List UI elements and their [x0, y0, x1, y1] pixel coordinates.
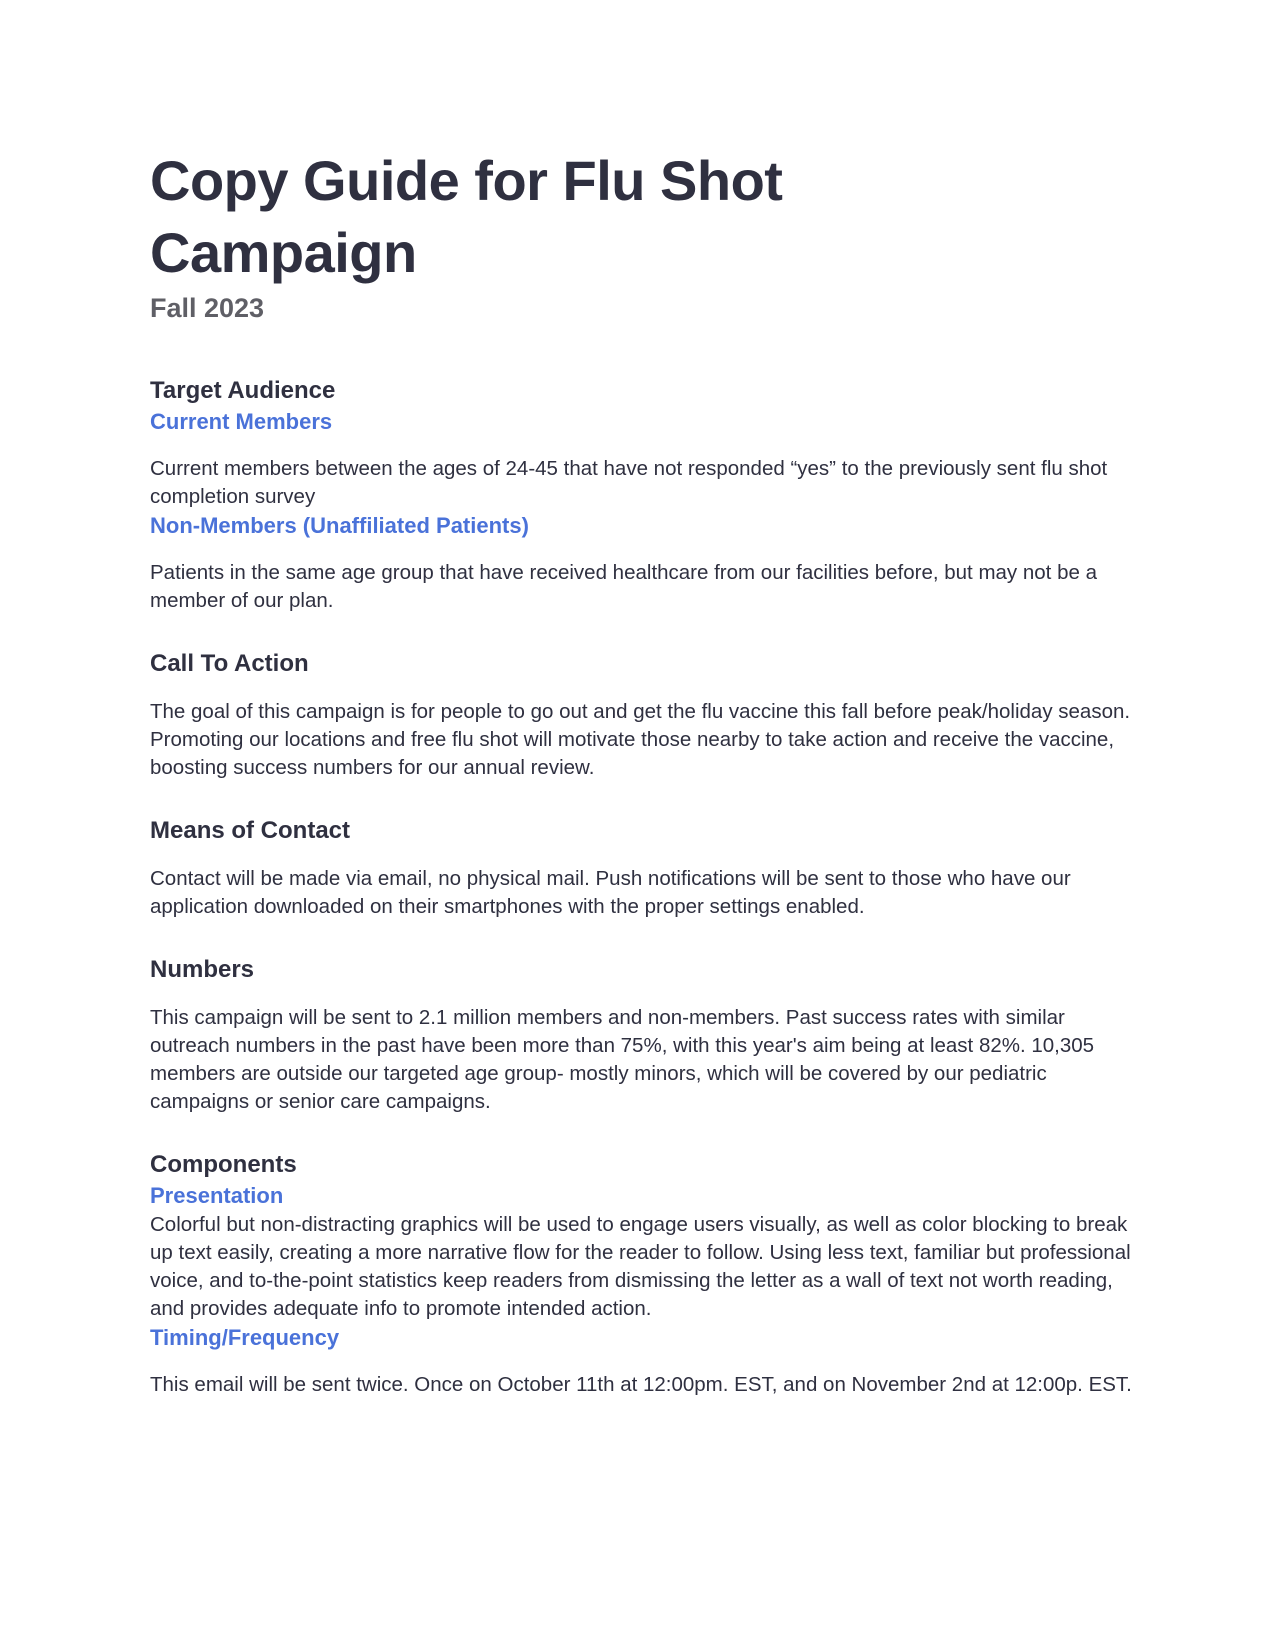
section-means-of-contact [150, 815, 1150, 921]
section-numbers [150, 954, 1150, 1116]
timing-frequency-text: This email will be sent twice. Once on October 11th at 12:00pm. EST, and on November 2nd at 12:00p. EST. [150, 1373, 1132, 1396]
section-heading-means-of-contact: Means of Contact [150, 817, 351, 844]
numbers-text: This campaign will be sent to 2.1 million members and non-members. Past success rates with similar outreach numbers in the past have been more than 75%, with this year's aim being at least 82%. 10,305 members are outside our targeted age group- mostly minors, which will be covered by our pediatric campaigns or senior care campaigns. [150, 1006, 1095, 1113]
document-page [150, 145, 1150, 1399]
section-heading-target-audience: Target Audience [150, 377, 336, 404]
page-title: Copy Guide for Flu Shot Campaign [150, 149, 783, 284]
means-of-contact-text: Contact will be made via email, no physical mail. Push notifications will be sent to those who have our application downloaded on their smartphones with the proper settings enabled. [150, 867, 1071, 918]
current-members-text: Current members between the ages of 24-45 that have not responded “yes” to the previously sent flu shot completion survey [150, 457, 1108, 508]
non-members-text: Patients in the same age group that have received healthcare from our facilities before, but may not be a member of our plan. [150, 561, 1097, 612]
sub-heading-non-members: Non-Members (Unaffiliated Patients) [150, 513, 529, 538]
call-to-action-text: The goal of this campaign is for people to go out and get the flu vaccine this fall before peak/holiday season. Promoting our locations and free flu shot will motivate those nearby to take action and receive the vaccine, boosting success numbers for our annual review. [150, 700, 1131, 779]
section-call-to-action [150, 648, 1150, 782]
presentation-text: Colorful but non-distracting graphics will be used to engage users visually, as well as color blocking to break up text easily, creating a more narrative flow for the reader to follow. Using less text, familiar but professional voice, and to-the-point statistics keep readers from dismissing the letter as a wall of text not worth reading, and provides adequate info to promote intended action. [150, 1213, 1131, 1320]
sub-heading-presentation: Presentation [150, 1183, 284, 1208]
section-components [150, 1149, 1150, 1399]
section-heading-call-to-action: Call To Action [150, 650, 309, 677]
section-heading-components: Components [150, 1151, 297, 1178]
sub-heading-current-members: Current Members [150, 409, 333, 434]
sub-heading-timing-frequency: Timing/Frequency [150, 1325, 340, 1350]
section-target-audience [150, 375, 1150, 615]
page-subtitle: Fall 2023 [150, 293, 265, 323]
section-heading-numbers: Numbers [150, 956, 255, 983]
